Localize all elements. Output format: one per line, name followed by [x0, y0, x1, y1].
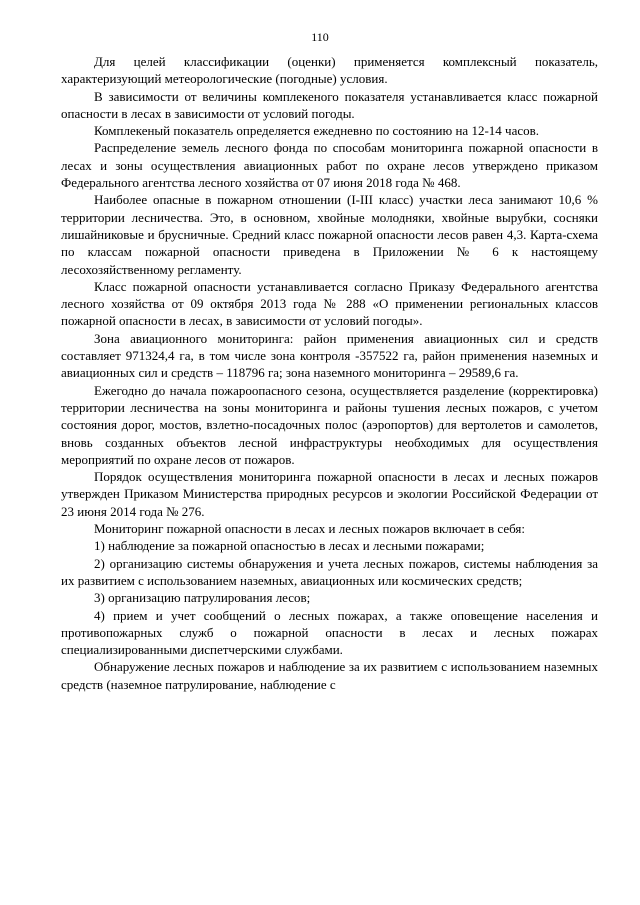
paragraph-aviation-zone: Зона авиационного мониторинга: район применения авиационных сил и средств составляет 971324,4 га, в том числе зона контроля -357522 га, район применения наземных и авиационных сил и средств – 118796 га; зона наземного мониторинга – 29589,6 га. — [61, 330, 598, 381]
paragraph-classification: Для целей классификации (оценки) применяется комплексный показатель, характеризующий метеорологические (погодные) условия. — [61, 54, 598, 87]
list-item-2: 2) организацию системы обнаружения и учета лесных пожаров, системы наблюдения за их развитием с использованием наземных, авиационных или космических средств; — [61, 555, 598, 588]
paragraph-monitoring-procedure: Порядок осуществления мониторинга пожарной опасности в лесах и лесных пожаров утвержден Приказом Министерства природных ресурсов и экологии Российской Федерации от 23 июня 2014 года № 276. — [61, 469, 598, 519]
paragraph-detection: Обнаружение лесных пожаров и наблюдение за их развитием с использованием наземных средств (наземное патрулирование, наблюдение с — [61, 659, 598, 692]
paragraph-annual-zoning: Ежегодно до начала пожароопасного сезона, осуществляется разделение (корректировка) территории лесничества на зоны мониторинга и районы тушения лесных пожаров, с учетом состояния дорог, мостов, взлетно-посадочных полос (аэропортов) для вертолетов и самолетов, вновь созданных объектов лесной инфраструктуры необходимых для осуществления мероприятий по охране лесов от пожаров. — [61, 382, 598, 467]
paragraph-land-distribution: Распределение земель лесного фонда по способам мониторинга пожарной опасности в лесах и зоны осуществления авиационных работ по охране лесов утверждено приказом Федерального агентства лесного хозяйства от 07 июня 2018 года № 468. — [61, 140, 598, 191]
list-item-3: 3) организацию патрулирования лесов; — [94, 590, 311, 606]
document-body — [61, 53, 598, 693]
list-item-1: 1) наблюдение за пожарной опасностью в лесах и лесными пожарами; — [94, 538, 485, 554]
paragraph-dangerous-areas: Наиболее опасные в пожарном отношении (I-III класс) участки леса занимают 10,6 % территории лесничества. Это, в основном, хвойные молодняки, хвойные вырубки, сосняки лишайниковые и брусничные. Средний класс пожарной опасности лесов равен 4,3. Карта-схема по классам пожарной опасности приведена в Приложении № 6 к настоящему лесохозяйственному регламенту. — [61, 192, 598, 277]
list-item-4: 4) прием и учет сообщений о лесных пожарах, а также оповещение населения и противопожарных служб о пожарной опасности в лесах и лесных пожарах специализированными диспетчерскими службами. — [61, 607, 598, 658]
paragraph-fire-class-order: Класс пожарной опасности устанавливается согласно Приказу Федерального агентства лесного хозяйства от 09 октября 2013 года № 288 «О применении региональных классов пожарной опасности в лесах, в зависимости от условий погоды». — [61, 278, 598, 329]
paragraph-monitoring-includes: Мониторинг пожарной опасности в лесах и лесных пожаров включает в себя: — [94, 521, 525, 537]
page-number: 110 — [311, 30, 329, 44]
paragraph-daily-index: Комплекеный показатель определяется ежедневно по состоянию на 12-14 часов. — [94, 123, 540, 139]
paragraph-fire-class-dependency: В зависимости от величины комплекеного показателя устанавливается класс пожарной опасности в лесах в зависимости от условий погоды. — [61, 88, 598, 121]
